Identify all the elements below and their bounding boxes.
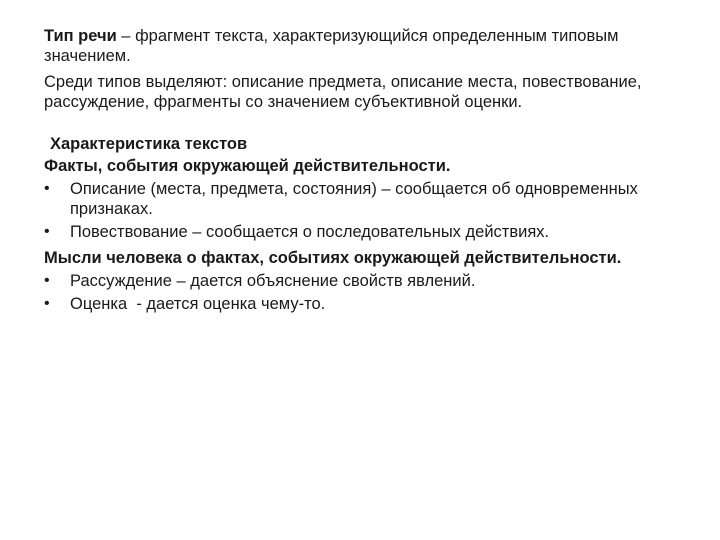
- list-item-text: Оценка - дается оценка чему-то.: [70, 295, 326, 313]
- bullet-icon: •: [44, 180, 50, 197]
- list-item-text: Описание (места, предмета, состояния) – сообщается об одновременных признаках.: [70, 180, 638, 218]
- bullet-icon: •: [44, 272, 50, 289]
- group-heading-facts: Факты, события окружающей действительности.: [44, 157, 451, 175]
- bullet-icon: •: [44, 295, 50, 312]
- list-item: [44, 179, 684, 219]
- group-heading-thoughts: Мысли человека о фактах, событиях окружающей действительности.: [44, 249, 622, 267]
- list-item: [44, 271, 684, 291]
- types-paragraph: Среди типов выделяют: описание предмета, описание места, повествование, рассуждение, фрагменты со значением субъективной оценки.: [44, 73, 642, 111]
- slide-content: [44, 26, 684, 314]
- section-title: Характеристика текстов: [50, 135, 248, 153]
- list-item: [44, 222, 684, 242]
- bullet-icon: •: [44, 223, 50, 240]
- definition-paragraph: [44, 26, 684, 66]
- list-item-text: Рассуждение – дается объяснение свойств явлений.: [70, 272, 476, 290]
- list-item-text: Повествование – сообщается о последовательных действиях.: [70, 223, 550, 241]
- list-item: [44, 294, 684, 314]
- definition-text: – фрагмент текста, характеризующийся определенным типовым значением.: [44, 27, 619, 65]
- term-label: Тип речи: [44, 27, 117, 45]
